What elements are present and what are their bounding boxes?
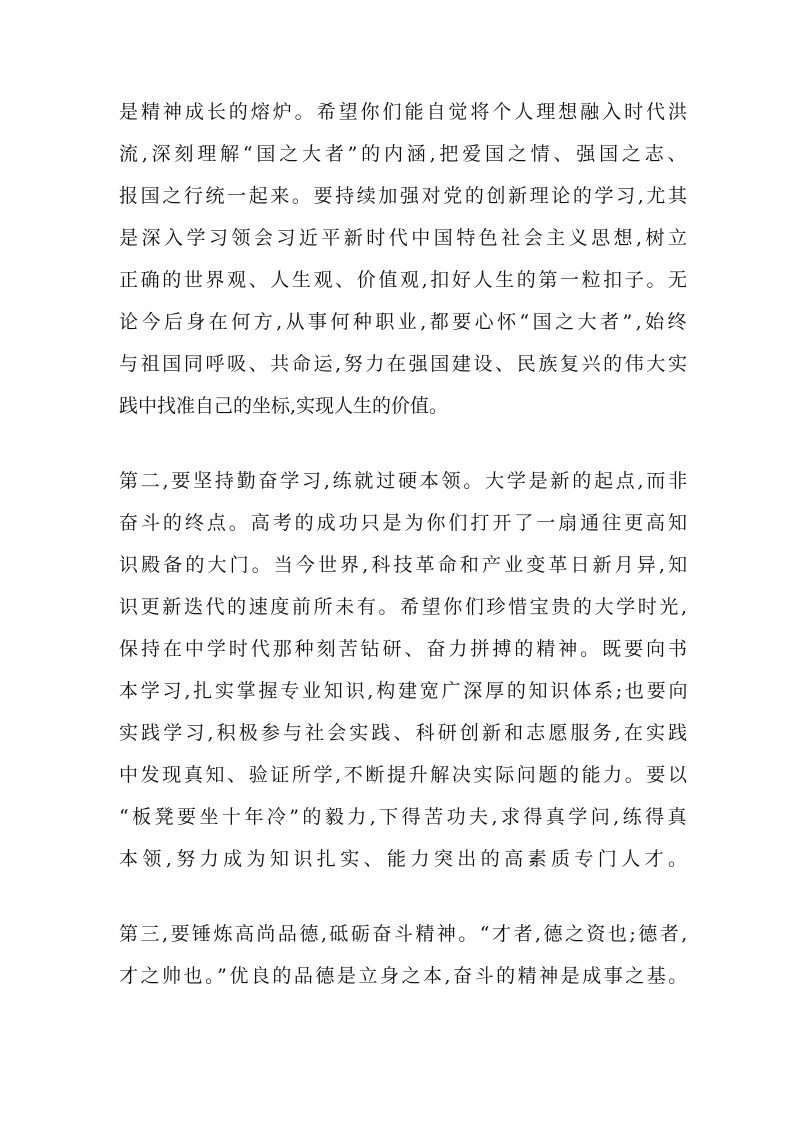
paragraph-line: 实践学习,积极参与社会实践、科研创新和志愿服务,在实践 <box>119 722 691 744</box>
paragraph-line: 中发现真知、验证所学,不断提升解决实际问题的能力。要以 <box>119 764 690 786</box>
paragraph-line: 报国之行统一起来。要持续加强对党的创新理论的学习,尤其 <box>119 185 690 207</box>
paragraph-line: 才之帅也。”优良的品德是立身之本,奋斗的精神是成事之基。 <box>119 965 690 987</box>
paragraph-line: 第三,要锤炼高尚品德,砥砺奋斗精神。“才者,德之资也;德者, <box>119 923 690 945</box>
paragraph-line: 论今后身在何方,从事何种职业,都要心怀“国之大者”,始终 <box>119 311 690 333</box>
paragraph-line: 识更新迭代的速度前所未有。希望你们珍惜宝贵的大学时光, <box>119 596 690 618</box>
paragraph-line: 是深入学习领会习近平新时代中国特色社会主义思想,树立 <box>119 227 691 249</box>
paragraph-line: “板凳要坐十年冷”的毅力,下得苦功夫,求得真学问,练得真 <box>119 806 690 828</box>
paragraph-line: 本学习,扎实掌握专业知识,构建宽广深厚的知识体系;也要向 <box>119 680 691 702</box>
paragraph-line: 第二,要坚持勤奋学习,练就过硬本领。大学是新的起点,而非 <box>119 470 690 492</box>
paragraph-line: 识殿备的大门。当今世界,科技革命和产业变革日新月异,知 <box>119 554 691 576</box>
paragraph-line: 奋斗的终点。高考的成功只是为你们打开了一扇通往更高知 <box>119 512 690 534</box>
paragraph-line: 保持在中学时代那种刻苦钻研、奋力拼搏的精神。既要向书 <box>119 638 690 660</box>
paragraph-line: 与祖国同呼吸、共命运,努力在强国建设、民族复兴的伟大实 <box>119 353 690 375</box>
paragraph-line: 践中找准自己的坐标,实现人生的价值。 <box>119 395 449 417</box>
paragraph-line: 是精神成长的熔炉。希望你们能自觉将个人理想融入时代洪 <box>119 101 690 123</box>
paragraph-line: 正确的世界观、人生观、价值观,扣好人生的第一粒扣子。无 <box>119 269 690 291</box>
paragraph-line: 本领,努力成为知识扎实、能力突出的高素质专门人才。 <box>119 848 692 870</box>
paragraph-line: 流,深刻理解“国之大者”的内涵,把爱国之情、强国之志、 <box>119 143 691 165</box>
